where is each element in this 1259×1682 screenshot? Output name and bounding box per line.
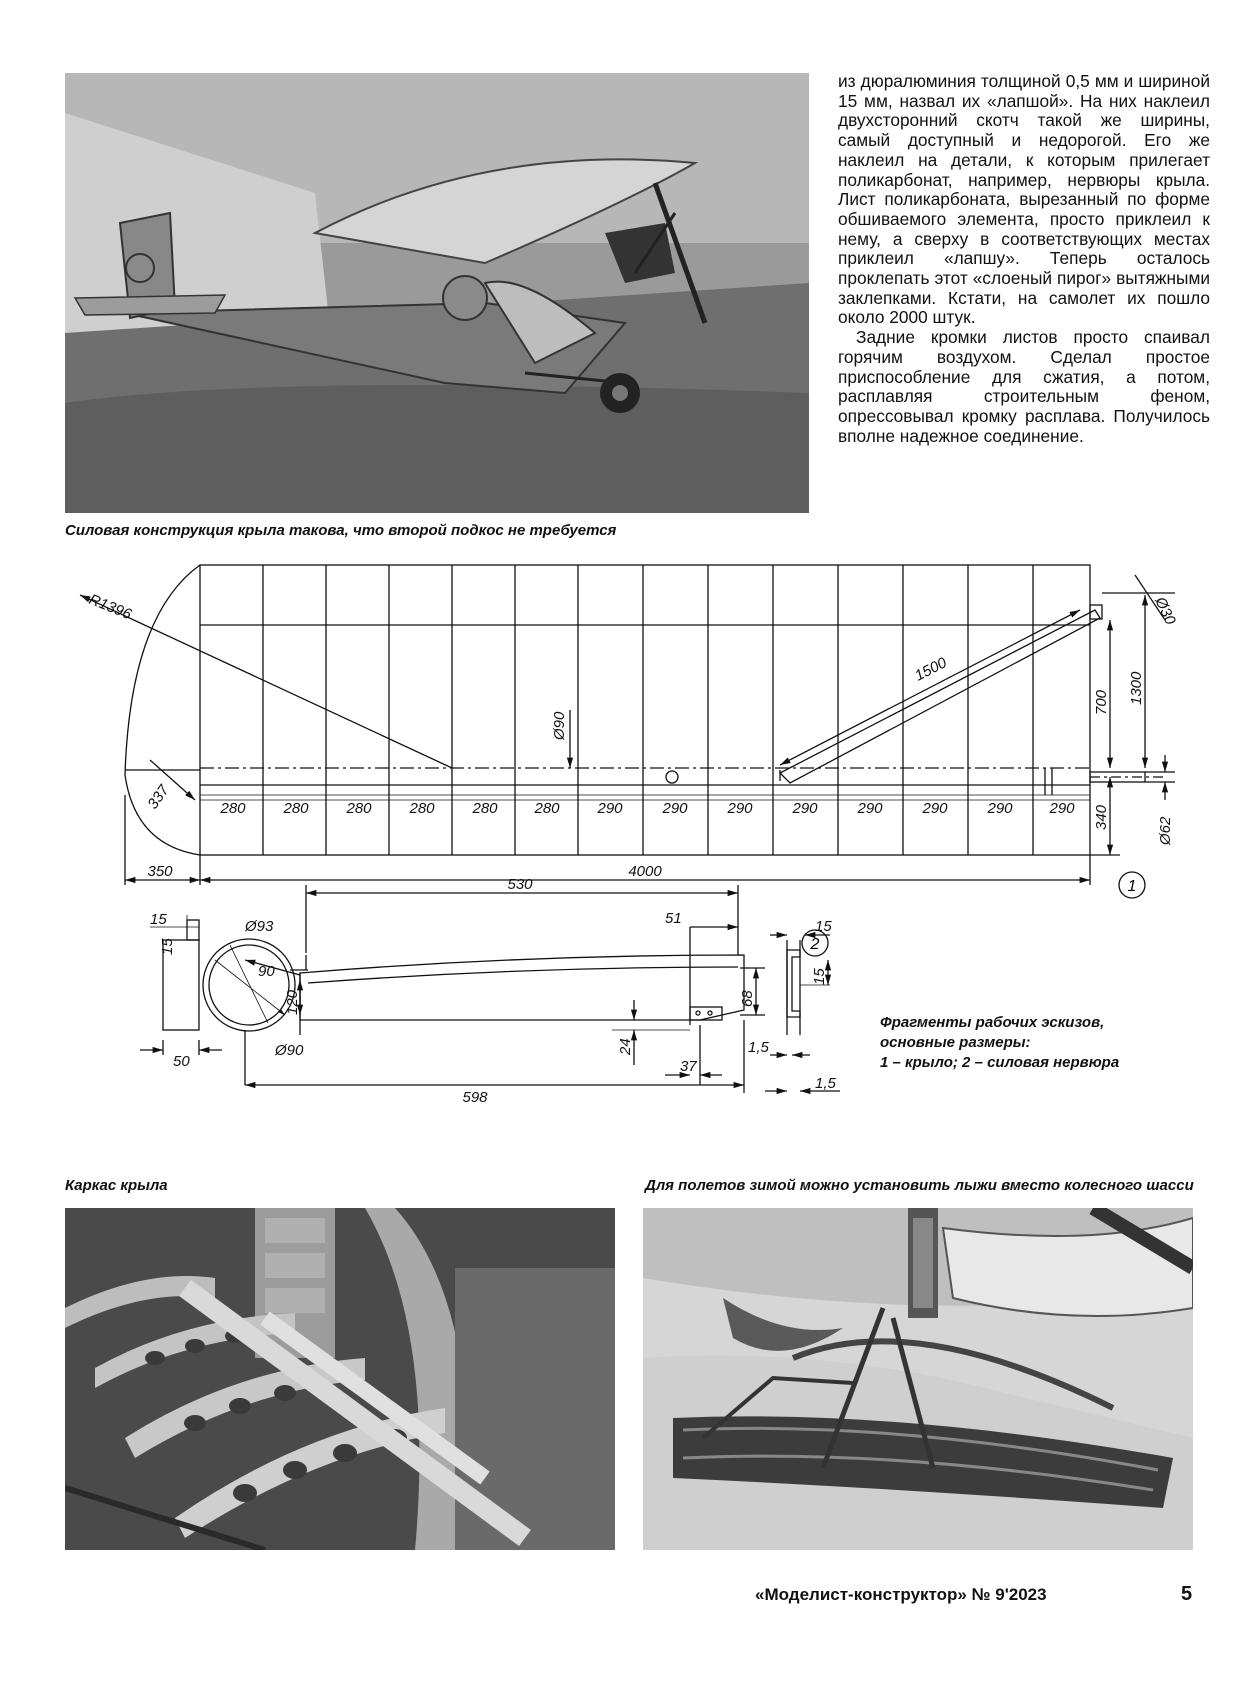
rib-lines	[263, 565, 1033, 855]
rib-dim-15: 15	[150, 911, 167, 928]
journal-title: «Моделист-конструктор» № 9'2023	[755, 1585, 1047, 1604]
span-290: 290	[727, 800, 753, 817]
rib-dim-50: 50	[173, 1053, 190, 1070]
drawing-number-2: 2	[810, 936, 820, 953]
span-290: 290	[1049, 800, 1075, 817]
radius-label: R1396	[86, 590, 134, 624]
wing-frame-photo	[65, 1208, 615, 1550]
span-290: 290	[597, 800, 623, 817]
ski-photo	[643, 1208, 1193, 1550]
dia-30-label: Ø30	[1151, 594, 1179, 628]
span-280: 280	[534, 800, 560, 817]
rib-dim-90: 90	[258, 963, 275, 980]
legend-line: 1 – крыло; 2 – силовая нервюра	[880, 1054, 1120, 1071]
dim-340-label: 340	[1093, 804, 1110, 830]
rib-dim-51: 51	[665, 910, 682, 927]
profile-dim-15: 15	[811, 968, 828, 985]
article-paragraph: Задние кромки листов просто спаивал горячим воздухом. Сделал простое приспособление для сжатия, а потом, расплавляя строительным феном, опрессовывал кромку расплава. Получилось вполне надежное соединение.	[838, 327, 1210, 446]
technical-drawings	[0, 555, 1259, 1165]
dim-1300-label: 1300	[1128, 671, 1145, 705]
profile-dim-1-5: 1,5	[748, 1039, 769, 1056]
tube-diameter-label: Ø90	[551, 711, 568, 740]
drawings-legend	[880, 1013, 1119, 1073]
rib-dim-530: 530	[507, 876, 533, 893]
ski-photo-caption: Для полетов зимой можно установить лыжи вместо колесного шасси	[645, 1177, 1194, 1194]
rib-dim-68: 68	[739, 990, 756, 1007]
article-text	[838, 72, 1210, 446]
strut-length-label: 1500	[912, 654, 950, 685]
drawing-number-1: 1	[1127, 878, 1137, 895]
profile-dim-1-5: 1,5	[815, 1075, 836, 1092]
total-span-label: 4000	[628, 863, 662, 880]
span-290: 290	[792, 800, 818, 817]
wing-outline	[200, 565, 1090, 855]
legend-line: основные размеры:	[880, 1034, 1031, 1051]
span-280: 280	[346, 800, 372, 817]
span-280: 280	[472, 800, 498, 817]
article-paragraph: из дюралюминия толщиной 0,5 мм и шириной 15 мм, назвал их «лапшой». На них наклеил двухсторонний скотч такой же ширины, самый доступный и недорогой. Его же наклеил на детали, к которым прилегает поликарбонат, например, нервюры крыла. Лист поликарбоната, вырезанный по форме обшиваемого элемента, просто приклеил к нему, а сверху в соответствующих местах приклеил «лапшу». Теперь осталось проклепать этот «слоеный пирог» вытяжными заклепками. Кстати, на самолет их пошло около 2000 штук.	[838, 71, 1210, 328]
aircraft-photo	[65, 73, 809, 513]
dia-62-label: Ø62	[1157, 816, 1174, 845]
rib-dim-15: 15	[159, 938, 176, 955]
rib-dim-598: 598	[462, 1089, 488, 1106]
rib-dim-37: 37	[680, 1058, 697, 1075]
tip-dim-label: 337	[144, 782, 173, 813]
span-290: 290	[987, 800, 1013, 817]
page-number: 5	[1181, 1583, 1193, 1605]
frame-photo-caption: Каркас крыла	[65, 1177, 168, 1194]
span-280: 280	[283, 800, 309, 817]
dim-700-label: 700	[1093, 689, 1110, 715]
rib-dim-120: 120	[284, 989, 301, 1015]
rib-dim-24: 24	[617, 1038, 634, 1055]
span-280: 280	[409, 800, 435, 817]
top-photo-caption: Силовая конструкция крыла такова, что второй подкос не требуется	[65, 522, 617, 539]
legend-line: Фрагменты рабочих эскизов,	[880, 1014, 1105, 1031]
span-290: 290	[922, 800, 948, 817]
span-280: 280	[220, 800, 246, 817]
span-290: 290	[857, 800, 883, 817]
rib-dia-93: Ø93	[245, 918, 274, 935]
rib-dia-90: Ø90	[275, 1042, 304, 1059]
profile-dim-15: 15	[815, 918, 832, 935]
tip-offset-label: 350	[147, 863, 173, 880]
span-290: 290	[662, 800, 688, 817]
rib-drawing	[140, 885, 840, 1093]
